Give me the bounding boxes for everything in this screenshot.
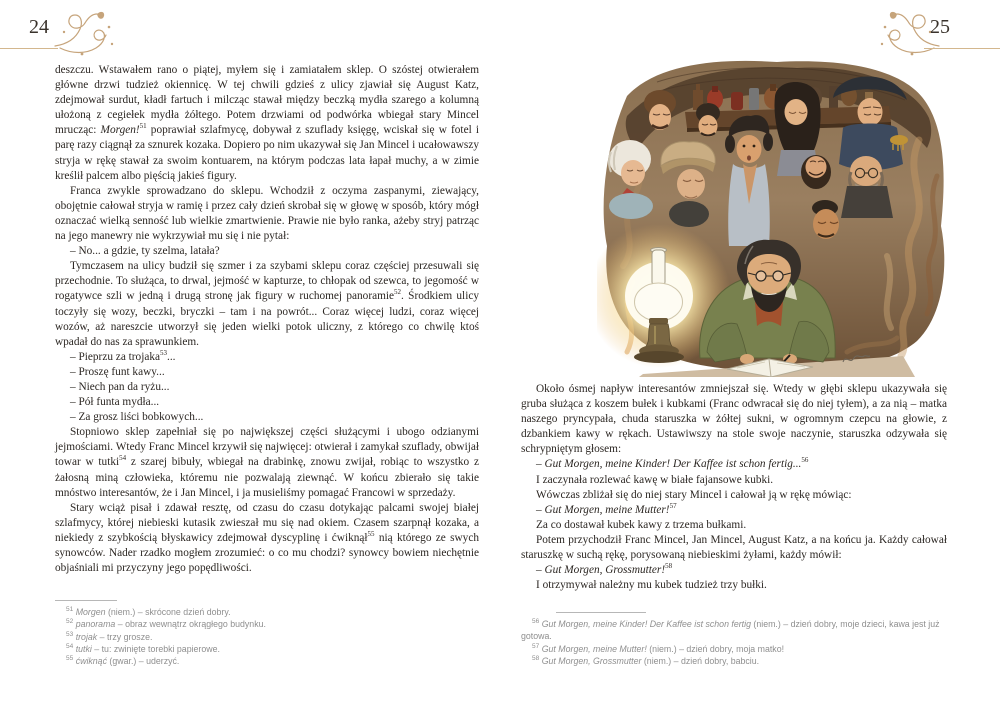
footnote-rule-left — [55, 600, 117, 601]
page-number-left: 24 — [29, 16, 49, 38]
paragraph: Około ósmej napływ interesantów zmniejszał się. Wtedy w głębi sklepu ukazywała się gruba służąca z koszem bułek i kubkami (Franc odwracał się do niej tyłem), a za nią – matka naszego pryncypała, chuda staruszka w żółtej sukni, w ogromnym czepcu na głowie, z dzbankiem kawy w rękach. Ustawiwszy na stole swoje naczynie, staruszka odzywała się schrypniętym głosem: — [521, 383, 947, 456]
left-page-text — [55, 63, 479, 576]
dialogue-line: – Gut Morgen, Grossmutter!$^{58}$ — [536, 562, 673, 577]
dialogue-line: – Pół funta mydła... — [70, 396, 160, 409]
footnote-item: $^{58}$ Gut Morgen, Grossmutter (niem.) – dzień dobry, babciu. — [532, 654, 760, 666]
paragraph: Franca zwykle sprowadzano do sklepu. Wchodził z oczyma zaspanymi, ziewający, obojętnie całował stryja w ramię i przez cały dzień skrobał się w głowę w sposób, który mógł oznaczać wielką senność lub wielkie zmartwienie. Prawie nie było ranka, ażeby stryj patrząc na jego manewry nie wykrzywiał mu się i nie pytał: — [55, 184, 479, 243]
paragraph: Potem przychodził Franc Mincel, Jan Mincel, August Katz, a na końcu ja. Każdy całował staruszkę w suchą rękę, porysowaną niebieskimi żyłami, każdy mówił: — [521, 533, 947, 562]
paragraph: Wówczas zbliżał się do niej stary Mincel i całował ją w rękę mówiąc: — [536, 488, 852, 501]
right-page-footnotes — [521, 618, 948, 667]
dialogue-line: – Gut Morgen, meine Kinder! Der Kaffee ist schon fertig...$^{56}$ — [536, 456, 809, 471]
header-rule-left — [0, 48, 58, 49]
dialogue-line: – Gut Morgen, meine Mutter!$^{57}$ — [536, 501, 677, 516]
illustration-writer-memories — [597, 56, 950, 377]
paragraph: Stary wciąż pisał i zdawał resztę, od czasu do czasu dotykając palcami swojej białej szlafmycy, której niebieski kutasik zwieszał mu się nad okiem. Czasem szarpnął kozaka, a niekiedy z szybkością błyskawicy zdejmował dyscyplinę i ćwiknął$^{55}$ nią którego ze swych synowców. Nader rzadko mogłem zrozumieć: o co mu chodzi? synowcy bowiem niechętnie objaśniali mi przyczyny jego popędliwości. — [55, 501, 479, 575]
paragraph: Stopniowo sklep zapełniał się po największej części służącymi i ubogo odzianymi jejmościami. Wtedy Franc Mincel krzywił się najwięcej: otwierał i zamykał szuflady, obwijał towar w tutki$^{54}$ z szarej bibuły, wbiegał na drabinkę, znowu zwijał, robiąc to wszystko z żałosną miną człowieka, któremu nie pozwalają ziewnąć. W końcu zbierało się takie mnóstwo interesantów, że i Jan Mincel, i ja musieliśmy pomagać Francowi w sprzedaży. — [55, 426, 479, 499]
footnote-item: $^{51}$ Morgen (niem.) – skrócone dzień dobry. — [66, 606, 231, 617]
footnote-item: $^{54}$ tutki – tu: zwinięte torebki papierowe. — [66, 642, 220, 654]
dialogue-line: – Proszę funt kawy... — [70, 365, 165, 378]
paragraph: Tymczasem na ulicy budził się szmer i za szybami sklepu coraz częściej przesuwali się przechodnie. To służąca, to drwal, jejmość w kapturze, to chłopak od szewca, to jegomość w rogatywce szli w jedną i drugą stronę jak figury w ruchomej panoramie$^{52}$. Środkiem ulicy toczyły się wozy, beczki, bryczki – tam i na powrót... Coraz więcej ludzi, coraz więcej wozów, aż nareszcie utworzył się jeden wielki potok uliczny, z którego co chwilę ktoś wpadał do nas za sprawunkiem. — [55, 260, 479, 348]
paragraph: Za co dostawał kubek kawy z trzema bułkami. — [536, 518, 747, 531]
dialogue-line: – Za grosz liści bobkowych... — [70, 411, 204, 424]
face-man-looking-down — [812, 200, 839, 239]
footnote-rule-right — [556, 612, 646, 613]
left-page-footnotes — [55, 606, 479, 667]
paragraph: I zaczynała rozlewać kawę w białe fajansowe kubki. — [536, 473, 774, 486]
footnote-item: $^{56}$ Gut Morgen, meine Kinder! Der Kaffee ist schon fertig (niem.) – dzień dobry, moje dzieci, kawa jest już gotowa. — [521, 618, 940, 642]
footnote-item: $^{52}$ panorama – obraz wewnątrz okrągłego budynku. — [66, 618, 266, 630]
face-man-beard-smiling — [801, 155, 831, 189]
footnote-item: $^{55}$ ćwiknąć (gwar.) – uderzyć. — [66, 655, 180, 667]
dialogue-line: – Niech pan da ryżu... — [70, 380, 170, 393]
ornament-flourish-icon — [54, 10, 118, 58]
paragraph: I otrzymywał należny mu kubek tudzież trzy bułki. — [536, 579, 767, 592]
page-number-right: 25 — [930, 16, 950, 38]
dialogue-line: – No... a gdzie, ty szelma, latała? — [70, 245, 220, 258]
footnote-item: $^{57}$ Gut Morgen, meine Mutter! (niem.) – dzień dobry, moja matko! — [532, 642, 785, 654]
header-rule-right — [924, 48, 1000, 49]
right-page-text — [521, 382, 947, 593]
dialogue-line: – Pieprzu za trojaka$^{53}$... — [70, 349, 176, 363]
footnote-item: $^{53}$ trojak – trzy grosze. — [66, 630, 153, 642]
paragraph: deszczu. Wstawałem rano o piątej, myłem się i zamiatałem sklep. O szóstej otwierałem główne drzwi tudzież okiennicę. W tej chwili gdzieś z ulicy zjawiał się August Katz, zdejmował surdut, kładł fartuch i milcząc stawał między beczką mydła szarego a kolumną ułożoną z cegiełek mydła żółtego. Potem drzwiami od podwórka wbiegał stary Mincel mrucząc: Morgen!$^{51}$ poprawiał szlafmycę, dobywał z szuflady księgę, wciskał się w fotel i parę razy ciągnął za sznurek kozaka. Dopiero po nim ukazywał się Jan Mincel i ucałowawszy stryja w rękę stawał za swoim kontuarem, na którym podczas lata łapał muchy, a w zimie kreślił palcem albo pięścią jakieś figury. — [55, 64, 480, 182]
